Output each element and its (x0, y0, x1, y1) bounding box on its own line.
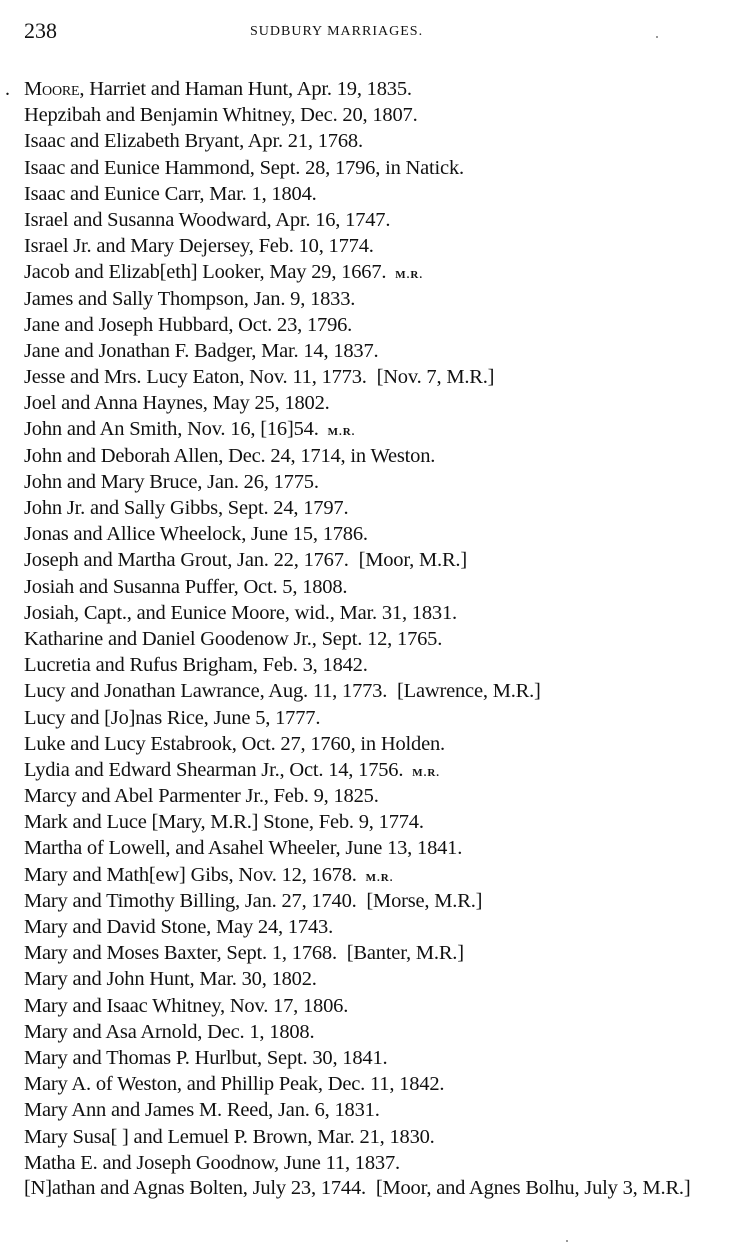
entry-mary-david: Mary and David Stone, May 24, 1743. (24, 916, 333, 938)
marriage-entries (5, 76, 730, 1201)
entry-note: [Moor, and Agnes Bolhu, July 3, M.R.] (375, 1176, 691, 1199)
entry-text: Lucy and Jonathan Lawrance, Aug. 11, 1773. (24, 680, 388, 703)
entry-jane-joseph: Jane and Joseph Hubbard, Oct. 23, 1796. (24, 313, 353, 336)
entry-isaac-elizabeth: Isaac and Elizabeth Bryant, Apr. 21, 1768. (24, 130, 363, 153)
entry-john-mary: John and Mary Bruce, Jan. 26, 1775. (24, 470, 319, 493)
entry-lucretia: Lucretia and Rufus Brigham, Feb. 3, 1842. (24, 654, 368, 677)
margin-mark: . (5, 78, 10, 100)
entry-marcy: Marcy and Abel Parmenter Jr., Feb. 9, 1825. (24, 785, 379, 808)
entry-mary-isaac: Mary and Isaac Whitney, Nov. 17, 1806. (24, 994, 349, 1017)
entry-mary-john: Mary and John Hunt, Mar. 30, 1802. (24, 968, 317, 991)
entry-isaac-eunice-hammond: Isaac and Eunice Hammond, Sept. 28, 1796, in Natick. (24, 156, 464, 179)
running-title: SUDBURY MARRIAGES. (250, 24, 424, 39)
page-number: 238 (24, 18, 57, 43)
entry-text: Joseph and Martha Grout, Jan. 22, 1767. (24, 549, 349, 572)
entry-moore-harriet (5, 76, 730, 102)
entry-john-deborah: John and Deborah Allen, Dec. 24, 1714, in Weston. (24, 444, 436, 467)
entry-note: [Nov. 7, M.R.] (376, 366, 495, 389)
entry-lydia (24, 757, 730, 783)
entry-joseph (24, 547, 730, 573)
entry-text: John and An Smith, Nov. 16, [16]54. (24, 418, 319, 441)
entry-jane-jonathan: Jane and Jonathan F. Badger, Mar. 14, 1837. (24, 339, 379, 362)
entry-mary-a-weston: Mary A. of Weston, and Phillip Peak, Dec. 11, 1842. (24, 1073, 445, 1096)
surname-heading: Moore (24, 78, 80, 100)
entry-text: , Harriet and Haman Hunt, Apr. 19, 1835. (79, 78, 412, 100)
entry-note: M.R. (365, 871, 394, 884)
entry-mark: Mark and Luce [Mary, M.R.] Stone, Feb. 9, 1774. (24, 811, 424, 834)
entry-mary-moses (24, 940, 730, 966)
entry-note: [Banter, M.R.] (346, 942, 464, 965)
entry-mary-timothy (24, 888, 730, 914)
entry-josiah-susanna: Josiah and Susanna Puffer, Oct. 5, 1808. (24, 575, 348, 598)
entry-text: Jesse and Mrs. Lucy Eaton, Nov. 11, 1773. (24, 366, 367, 389)
entry-matha: Matha E. and Joseph Goodnow, June 11, 1837. (24, 1151, 400, 1174)
entry-text: Mary and Timothy Billing, Jan. 27, 1740. (24, 889, 357, 912)
entry-lucy-jonas: Lucy and [Jo]nas Rice, June 5, 1777. (24, 706, 321, 729)
page-header (24, 18, 720, 48)
entry-mary-susa: Mary Susa[ ] and Lemuel P. Brown, Mar. 21, 1830. (24, 1125, 435, 1148)
entry-mary-asa: Mary and Asa Arnold, Dec. 1, 1808. (24, 1020, 315, 1043)
entry-text: [N]athan and Agnas Bolten, July 23, 1744. (24, 1176, 366, 1199)
entry-israel-susanna: Israel and Susanna Woodward, Apr. 16, 1747. (24, 208, 391, 231)
entry-hepzibah: Hepzibah and Benjamin Whitney, Dec. 20, 1807. (24, 104, 418, 127)
entry-josiah-capt: Josiah, Capt., and Eunice Moore, wid., Mar. 31, 1831. (24, 601, 457, 624)
entry-joel: Joel and Anna Haynes, May 25, 1802. (24, 392, 330, 415)
entry-note: M.R. (327, 426, 356, 439)
entry-mary-mathew (24, 862, 730, 888)
entry-text: Mary and Moses Baxter, Sept. 1, 1768. (24, 942, 337, 965)
entry-katharine: Katharine and Daniel Goodenow Jr., Sept. 12, 1765. (24, 627, 443, 650)
entry-text: Mary and Math[ew] Gibs, Nov. 12, 1678. (24, 863, 357, 886)
paper-speck (656, 36, 658, 38)
entry-israel-jr-mary: Israel Jr. and Mary Dejersey, Feb. 10, 1774. (24, 235, 374, 258)
entry-text: Jacob and Elizab[eth] Looker, May 29, 1667. (24, 261, 387, 284)
entry-lucy-jonathan (24, 678, 730, 704)
entry-note: M.R. (395, 269, 424, 282)
entry-isaac-eunice-carr: Isaac and Eunice Carr, Mar. 1, 1804. (24, 182, 317, 205)
entry-note: M.R. (412, 766, 441, 779)
entry-note: [Lawrence, M.R.] (397, 680, 541, 703)
entry-mary-ann: Mary Ann and James M. Reed, Jan. 6, 1831. (24, 1099, 380, 1122)
entry-john-jr-sally: John Jr. and Sally Gibbs, Sept. 24, 1797. (24, 497, 349, 519)
entry-james: James and Sally Thompson, Jan. 9, 1833. (24, 287, 356, 310)
entry-jonas: Jonas and Allice Wheelock, June 15, 1786. (24, 523, 368, 546)
entry-note: [Moor, M.R.] (358, 549, 467, 572)
entry-nathan (24, 1176, 730, 1201)
entry-luke: Luke and Lucy Estabrook, Oct. 27, 1760, in Holden. (24, 732, 445, 755)
entry-martha: Martha of Lowell, and Asahel Wheeler, June 13, 1841. (24, 837, 463, 860)
entry-john-an (24, 416, 730, 442)
entry-note: [Morse, M.R.] (366, 889, 483, 912)
entry-mary-thomas: Mary and Thomas P. Hurlbut, Sept. 30, 1841. (24, 1046, 388, 1069)
entry-jacob (24, 259, 730, 285)
paper-speck (566, 1240, 568, 1242)
entry-text: Lydia and Edward Shearman Jr., Oct. 14, 1756. (24, 758, 404, 781)
entry-jesse (24, 364, 730, 390)
